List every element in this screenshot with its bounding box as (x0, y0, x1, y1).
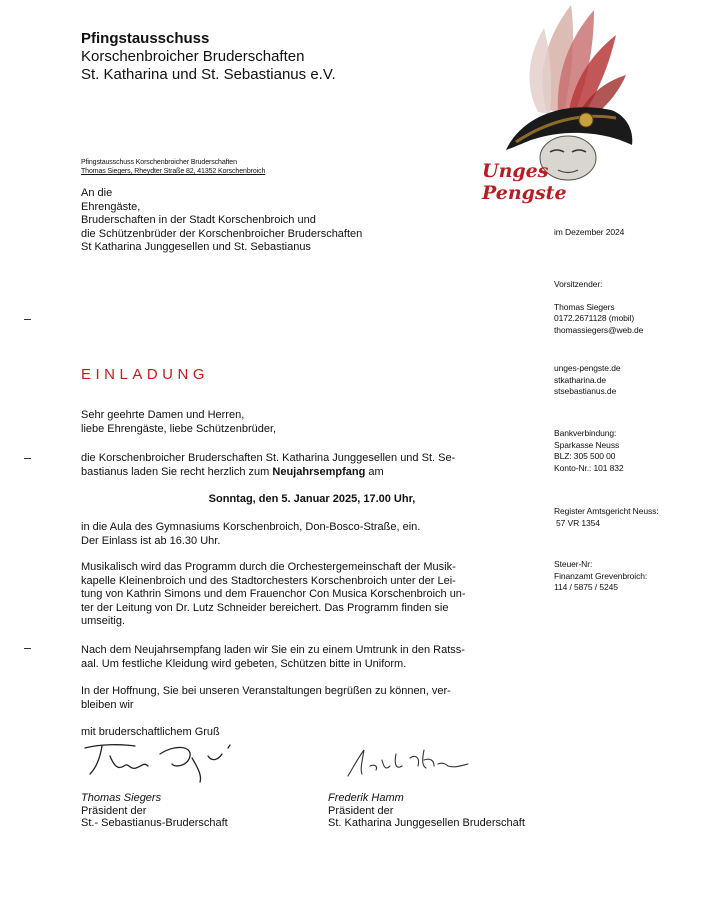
logo-text-pengste: Pengste (482, 182, 567, 204)
register-label: Register Amtsgericht Neuss: (554, 506, 659, 516)
body-line: Der Einlass ist ab 16.30 Uhr. (81, 534, 221, 547)
recipient-line: St Katharina Junggesellen und St. Sebastianus (81, 241, 311, 253)
tax-details (554, 559, 647, 594)
signer-title: Präsident der (328, 804, 394, 817)
greeting (81, 409, 543, 436)
body-text: bastianus laden Sie recht herzlich zum (81, 465, 273, 478)
body-line: aal. Um festliche Kleidung wird gebeten, Schützen bitte in Uniform. (81, 657, 407, 670)
bank-details (554, 428, 624, 474)
recipient-address (81, 187, 362, 255)
bank-name: Sparkasse Neuss (554, 439, 620, 450)
chair-label: Vorsitzender: (554, 279, 603, 289)
fold-mark (24, 319, 31, 320)
organization-header (81, 30, 336, 84)
body-line: kapelle Kleinenbroich und des Stadtorchesters Korschenbroich unter der Lei- (81, 574, 456, 587)
org-name: Pfingstausschuss (81, 30, 210, 47)
signer-org: St. Katharina Junggesellen Bruderschaft (328, 817, 525, 829)
tax-label: Steuer-Nr: (554, 559, 593, 569)
paragraph-music (81, 561, 543, 629)
bank-blz: BLZ: 305 500 00 (554, 451, 616, 461)
websites (554, 363, 620, 398)
paragraph-reception (81, 644, 543, 671)
logo-text-unges: Unges (482, 160, 549, 182)
signer-name: Frederik Hamm (328, 792, 404, 804)
chair-contact (554, 279, 643, 336)
body-text: am (365, 465, 384, 478)
body-line: in die Aula des Gymnasiums Korschenbroich, Don-Bosco-Straße, ein. (81, 521, 421, 533)
register-number: 57 VR 1354 (556, 517, 600, 528)
signature-block-right (328, 792, 525, 830)
website-link: stsebastianus.de (554, 386, 617, 396)
event-date: Sonntag, den 5. Januar 2025, 17.00 Uhr, (208, 493, 416, 505)
closing-salutation: mit bruderschaftlichem Gruß (81, 726, 220, 738)
bank-label: Bankverbindung: (554, 428, 617, 438)
body-line: bleiben wir (81, 698, 134, 711)
recipient-line: Bruderschaften in der Stadt Korschenbroich und (81, 214, 316, 226)
recipient-line: An die (81, 187, 113, 199)
body-line: umseitig. (81, 615, 126, 628)
paragraph-closing (81, 685, 543, 712)
website-link: unges-pengste.de (554, 363, 621, 373)
event-name: Neujahrsempfang (272, 465, 366, 478)
paragraph-invitation (81, 452, 543, 479)
greeting-line: liebe Ehrengäste, liebe Schützenbrüder, (81, 422, 277, 435)
fold-mark (24, 458, 31, 459)
sender-line-1: Pfingstausschuss Korschenbroicher Bruderschaften (81, 159, 237, 166)
body-line: tung von Kathrin Simons und dem Frauenchor Con Musica Korschenbroich un- (81, 588, 466, 601)
recipient-line: Ehrengäste, (81, 200, 141, 213)
signature-block-left (81, 792, 228, 830)
signer-title: Präsident der (81, 804, 147, 817)
chair-email: thomassiegers@web.de (554, 324, 644, 335)
chair-name: Thomas Siegers (554, 301, 615, 312)
body-line: die Korschenbroicher Bruderschaften St. Katharina Junggesellen und St. Se- (81, 452, 456, 464)
body-line: ter der Leitung von Dr. Lutz Schneider bereichert. Das Programm finden sie (81, 601, 449, 614)
org-subtitle-2: St. Katharina und St. Sebastianus e.V. (81, 66, 336, 83)
tax-office: Finanzamt Grevenbroich: (554, 570, 648, 581)
feather-plume (529, 5, 626, 124)
register-details (554, 506, 659, 529)
greeting-line: Sehr geehrte Damen und Herren, (81, 409, 245, 421)
letter-date: im Dezember 2024 (554, 227, 625, 237)
bank-account: Konto-Nr.: 101 832 (554, 462, 624, 473)
letter-title: EINLADUNG (81, 366, 210, 383)
body-line (81, 466, 543, 480)
body-line: In der Hoffnung, Sie bei unseren Veranstaltungen begrüßen zu können, ver- (81, 685, 451, 697)
signer-org: St.- Sebastianus-Bruderschaft (81, 817, 228, 829)
sender-address (81, 158, 265, 176)
sender-line-2: Thomas Siegers, Rheydter Straße 82, 41352 Korschenbroich (81, 168, 266, 175)
signature-left (80, 736, 240, 786)
fold-mark (24, 648, 31, 649)
body-line: Musikalisch wird das Programm durch die Orchestergemeinschaft der Musik- (81, 561, 456, 573)
chair-phone: 0172.2671128 (mobil) (554, 313, 635, 323)
recipient-line: die Schützenbrüder der Korschenbroicher Bruderschaften (81, 227, 363, 240)
signer-name: Thomas Siegers (81, 792, 162, 804)
org-subtitle: Korschenbroicher Bruderschaften (81, 48, 305, 65)
unges-pengste-logo (476, 0, 636, 215)
website-link: stkatharina.de (554, 374, 606, 385)
tax-number: 114 / 5875 / 5245 (554, 582, 618, 592)
body-line: Nach dem Neujahrsempfang laden wir Sie ein zu einem Umtrunk in den Ratss- (81, 644, 465, 656)
signature-right (340, 736, 470, 786)
paragraph-location (81, 521, 543, 548)
